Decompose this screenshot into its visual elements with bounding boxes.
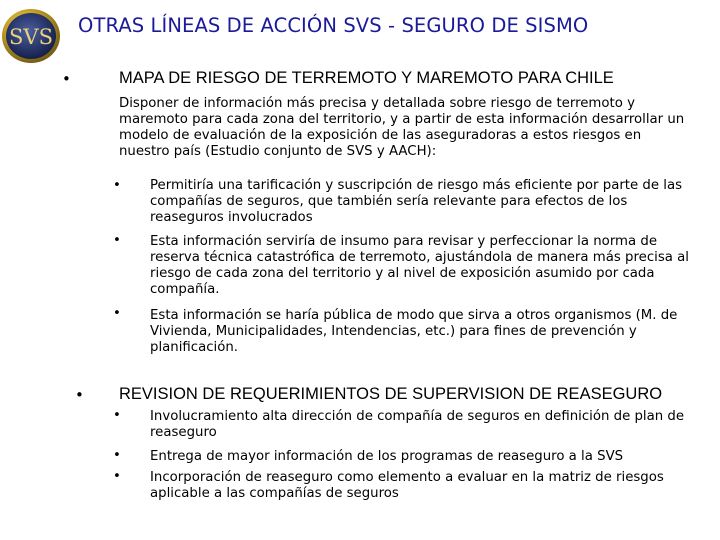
page-title: OTRAS LÍNEAS DE ACCIÓN SVS - SEGURO DE SISMO xyxy=(78,14,589,37)
list-item: Entrega de mayor información de los programas de reaseguro a la SVS xyxy=(150,449,624,464)
item-bullet: • xyxy=(113,408,121,423)
svs-logo-icon xyxy=(1,8,61,64)
item-bullet: • xyxy=(113,178,121,193)
list-item: Esta información se haría pública de modo que sirva a otros organismos (M. de Vivienda, Municipalidades, Intendencias, etc.) para fines de prevención y planificación. xyxy=(150,308,678,355)
list-item: Incorporación de reaseguro como elemento a evaluar en la matriz de riesgos aplicable a las compañías de seguros xyxy=(150,470,664,501)
item-bullet: • xyxy=(113,448,121,463)
section-heading: REVISION DE REQUERIMIENTOS DE SUPERVISION DE REASEGURO xyxy=(119,385,663,403)
list-item: Involucramiento alta dirección de compañía de seguros en definición de plan de reaseguro xyxy=(150,409,685,440)
section-heading: MAPA DE RIESGO DE TERREMOTO Y MAREMOTO PARA CHILE xyxy=(119,69,614,87)
svs-logo xyxy=(1,8,61,64)
list-item: Permitiría una tarificación y suscripción de riesgo más eficiente por parte de las compañías de seguros, que también sería relevante para efectos de los reaseguros involucrados xyxy=(150,178,683,225)
section-intro: Disponer de información más precisa y detallada sobre riesgo de terremoto y maremoto para cada zona del territorio, y a partir de esta información desarrollar un modelo de evaluación de la exposición de las aseguradoras a estos riesgos en nuestro país (Estudio conjunto de SVS y AACH): xyxy=(119,96,685,159)
item-bullet: • xyxy=(113,306,121,321)
list-item: Esta información serviría de insumo para revisar y perfeccionar la norma de reserva técnica catastrófica de terremoto, ajustándola de manera más precisa al riesgo de cada zona del territorio y al nivel de exposición asumido por cada compañía. xyxy=(150,234,689,297)
logo-text: SVS xyxy=(9,25,53,49)
item-bullet: • xyxy=(113,469,121,484)
section-bullet: • xyxy=(62,70,71,88)
section-bullet: • xyxy=(75,386,84,404)
item-bullet: • xyxy=(113,233,121,248)
